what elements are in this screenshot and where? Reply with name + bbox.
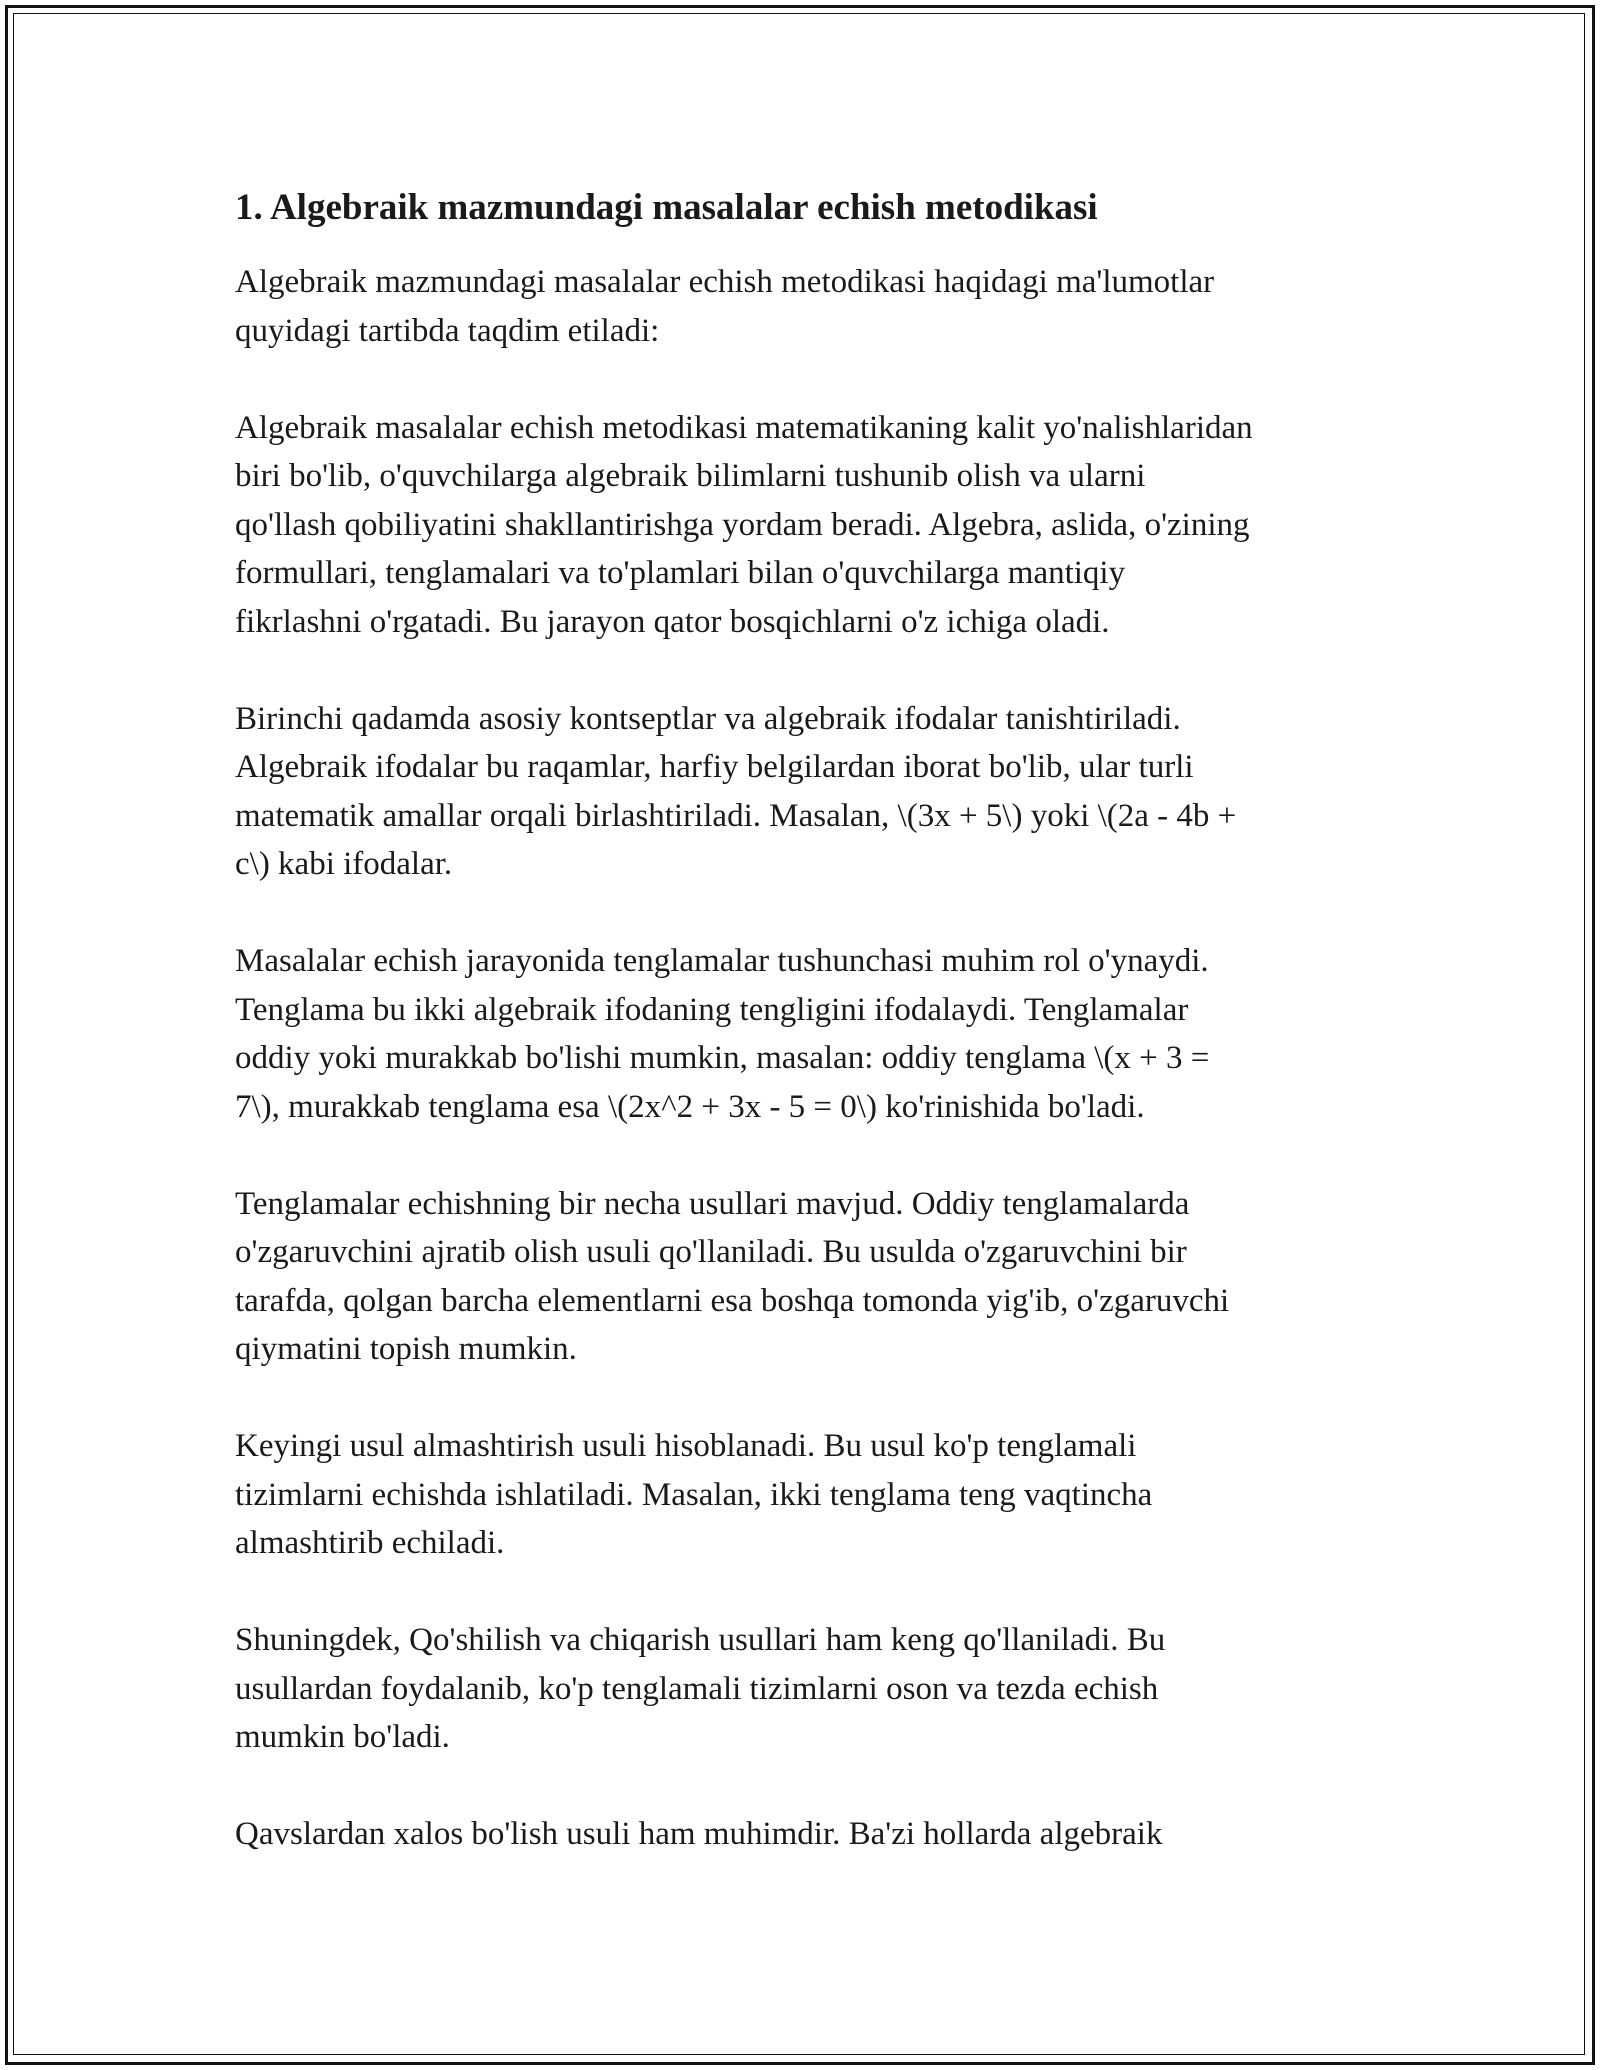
paragraph	[235, 1810, 1375, 1859]
text-line: almashtirib echiladi.	[235, 1525, 505, 1561]
text-line: fikrlashni o'rgatadi. Bu jarayon qator bosqichlarni o'z ichiga oladi.	[235, 603, 1110, 640]
text-line: Masalalar echish jarayonida tenglamalar tushunchasi muhim rol o'ynaydi.	[235, 943, 1209, 979]
document-title: 1. Algebraik mazmundagi masalalar echish metodikasi	[235, 187, 1098, 228]
text-line: Tenglama bu ikki algebraik ifodaning tengligini ifodalaydi. Tenglamalar	[235, 991, 1189, 1028]
document-body	[235, 184, 1375, 1907]
text-line: biri bo'lib, o'quvchilarga algebraik bilimlarni tushunib olish va ularni	[235, 458, 1146, 494]
text-line: c\) kabi ifodalar.	[235, 846, 453, 882]
text-line: Birinchi qadamda asosiy kontseptlar va algebraik ifodalar tanishtiriladi.	[235, 700, 1181, 737]
text-line: Qavslardan xalos bo'lish usuli ham muhimdir. Ba'zi hollarda algebraik	[235, 1816, 1163, 1852]
text-line: usullardan foydalanib, ko'p tenglamali tizimlarni oson va tezda echish	[235, 1670, 1159, 1707]
paragraph	[235, 258, 1375, 355]
text-line: Algebraik mazmundagi masalalar echish metodikasi haqidagi ma'lumotlar	[235, 264, 1215, 300]
text-line: Tenglamalar echishning bir necha usullari mavjud. Oddiy tenglamalarda	[235, 1185, 1190, 1222]
text-line: qiymatini topish mumkin.	[235, 1331, 577, 1367]
text-line: Algebraik masalalar echish metodikasi matematikaning kalit yo'nalishlaridan	[235, 409, 1253, 446]
text-line: o'zgaruvchini ajratib olish usuli qo'llaniladi. Bu usulda o'zgaruvchini bir	[235, 1234, 1187, 1270]
text-line: matematik amallar orqali birlashtiriladi. Masalan, \(3x + 5\) yoki \(2a - 4b +	[235, 797, 1237, 834]
text-line: quyidagi tartibda taqdim etiladi:	[235, 312, 660, 349]
text-line: tarafda, qolgan barcha elementlarni esa boshqa tomonda yig'ib, o'zgaruvchi	[235, 1282, 1230, 1319]
text-line: 7\), murakkab tenglama esa \(2x^2 + 3x - 5 = 0\) ko'rinishida bo'ladi.	[235, 1088, 1145, 1125]
paragraph	[235, 1616, 1375, 1762]
text-line: tizimlarni echishda ishlatiladi. Masalan, ikki tenglama teng vaqtincha	[235, 1476, 1153, 1513]
paragraph	[235, 695, 1375, 889]
text-line: Shuningdek, Qo'shilish va chiqarish usullari ham keng qo'llaniladi. Bu	[235, 1622, 1166, 1658]
paragraph	[235, 404, 1375, 647]
text-line: mumkin bo'ladi.	[235, 1719, 450, 1755]
text-line: oddiy yoki murakkab bo'lishi mumkin, masalan: oddiy tenglama \(x + 3 =	[235, 1040, 1210, 1076]
paragraph	[235, 937, 1375, 1131]
text-line: Keyingi usul almashtirish usuli hisoblanadi. Bu usul ko'p tenglamali	[235, 1428, 1137, 1464]
text-line: qo'llash qobiliyatini shakllantirishga yordam beradi. Algebra, aslida, o'zining	[235, 506, 1250, 543]
paragraph	[235, 1180, 1375, 1374]
text-line: Algebraik ifodalar bu raqamlar, harfiy belgilardan iborat bo'lib, ular turli	[235, 749, 1194, 785]
paragraph	[235, 1422, 1375, 1568]
text-line: formullari, tenglamalari va to'plamlari bilan o'quvchilarga mantiqiy	[235, 555, 1126, 591]
